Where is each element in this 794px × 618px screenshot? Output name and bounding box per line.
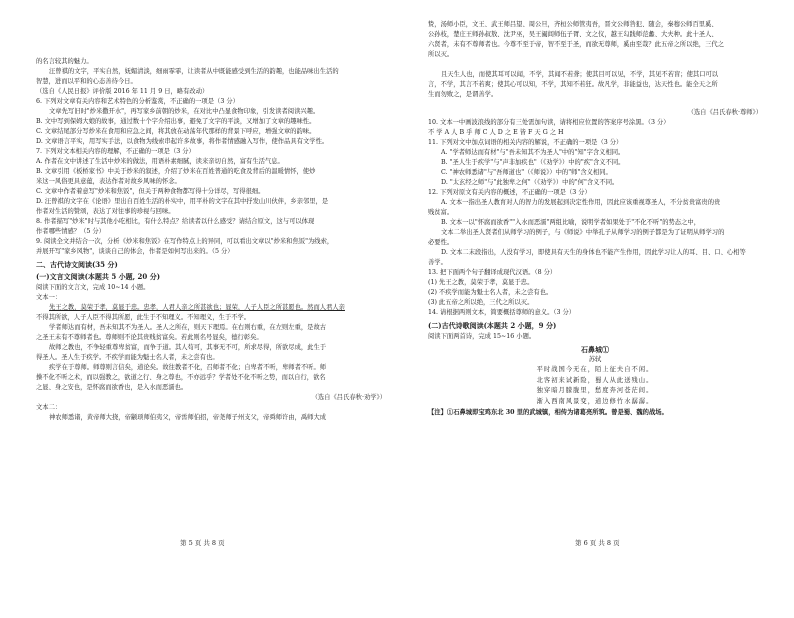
- translate-line: (3) 此五帝之所以绝，三代之所以灭。: [428, 299, 534, 306]
- option-line: B. "圣人生于疾学"与"声非加疾也"（《劝学》）中的"疾"含义不同。: [441, 159, 625, 166]
- classical-line: 之圣王未有不尊师者也。尊师则不论其贵贱贫富矣。若此则名号显矣，德行彰矣。: [36, 334, 263, 341]
- classical-line: 且天生人也，而使其耳可以闻，不学，其闻不若聋；使其目可以见，不学，其见不若盲；使其口可以: [441, 71, 719, 78]
- option-line: 必要性。: [428, 239, 454, 246]
- question-11: 11. 下列对文中加点词语的相关内容的解说，不正确的一项是（3 分）: [428, 139, 623, 146]
- classical-line: 言，不学，其言不若爽；使其心可以知，不学，其知不若狂。故凡学，非能益也，达天性也。能全天之所: [428, 81, 718, 88]
- left-page: [36, 0, 386, 618]
- option-line: B. 文本一以"怀腐而欲香""入水而恶濡"两组比喻，说明学者如果处于"不化不听"的势态之中，: [441, 219, 700, 226]
- translate-line: (2) 不疾学而能为魁士名人者，未之尝有也。: [428, 289, 553, 296]
- text-line: 的名言较其的魅力。: [36, 58, 93, 65]
- question-6: 6. 下列对文章有关内容和艺术特色的分析鉴赏，不正确的一项是（3 分）: [36, 98, 239, 105]
- section-heading: 二、古代诗文阅读(35 分): [36, 260, 118, 269]
- option-line: D. 汪曾祺的文字在《论语》里出自百姓生活的朴实中，用平朴的文字在其中抒发山川伙伴，乡亲邻里，是: [36, 198, 329, 205]
- classical-line: 疾学在于尊师。师尊则言信矣，道论矣。故往教者不化，召师者不化；自卑者不听，卑师者不听。师: [49, 364, 327, 371]
- page-number-left: 第 5 页 共 8 页: [180, 539, 225, 547]
- option-line: 文章先写旧时"炒米撒开水"，再写家乡前朝的炒米，在对比中凸显食物印象，引发读者阅读兴趣。: [49, 108, 320, 115]
- option-line: 善学。: [428, 259, 447, 266]
- translate-line: (1) 先王之教，莫荣于孝，莫显于忠。: [428, 279, 534, 286]
- text-label: 文本一：: [36, 294, 62, 301]
- question-7: 7. 下列对文本相关内容的理解，不正确的一项是（3 分）: [36, 148, 195, 155]
- text-label: 文本二：: [36, 404, 62, 411]
- option-line: C. 文章结尾部分写炒米在食用和应急之间，将其放在动荡年代那样的背景下呼应，增强文章的韵味。: [36, 128, 316, 135]
- question-13: 13. 把下面两个句子翻译成现代汉语。（8 分）: [428, 269, 557, 276]
- option-line: 米这一风俗更具意蕴，表达作者对故乡风味的怀念。: [36, 178, 181, 185]
- classical-line: 贽，汤师小臣，文王、武王师吕望、周公旦，齐桓公师管夷吾，晋文公师咎犯、随会，秦穆公师百里奚、: [428, 21, 718, 28]
- poem-line: 平时战国今无在，陌上征夫自不闲。: [536, 366, 654, 373]
- source-line: （选自《吕氏春秋·尊师》）: [687, 109, 762, 116]
- text-line: 智慧，进而以平和的心态善待今日。: [36, 78, 137, 85]
- source-line: （选自《人民日报》评价版 2016 年 11 月 9 日，略有改动）: [36, 88, 209, 95]
- subsection-heading: (二)古代诗歌阅读(本题共 2 小题，9 分): [428, 321, 557, 330]
- poem-note: 【注】①石鼻城即宝鸡东北 30 里的武城镇，相传为诸葛亮所筑。曾是蜀、魏的战场。: [428, 409, 668, 416]
- source-line: （选自《吕氏春秋·劝学》）: [311, 394, 386, 401]
- text-line: 汪曾祺的文字，平实自然，妩媚清淡，细雨霏霏，让读者从中既能感受到生活的韵趣，也能品味出生活的: [49, 68, 339, 75]
- option-line: 文本二举出圣人贤者们从师学习的例子，与《师说》中举孔子从师学习的例子都是为了证明从师学习的: [441, 229, 725, 236]
- classical-line: 生而勿败之，是谓善学。: [428, 91, 498, 98]
- subsection-heading: (一)文言文阅读(本题共 5 小题, 20 分): [36, 272, 161, 281]
- classical-line: 所以灭。: [428, 51, 454, 58]
- option-line: A. 作者在文中讲述了生活中炒米的做法，用语朴素细腻，读来亲切自然，富有生活气息。: [36, 158, 284, 165]
- classical-line: 操不化不听之术，而以强教之，欲道之行、身之尊也，不亦远乎？学者处不化不听之势，而以自行，欲名: [36, 374, 326, 381]
- poem-author: 苏轼: [588, 356, 602, 363]
- option-line: C. 文章中作者着意写"炒米和焦饭"，但关于两种食物都写得十分详尽，写得很细。: [36, 188, 265, 195]
- option-line: A. 文本一指出圣人教育对人的智力的发展起到决定性作用，因此应该重视尊圣人，不分贫贵富贵的贵: [441, 199, 721, 206]
- question-14: 14. 请根据两则文本，简要概括尊师的意义。（3 分）: [428, 309, 576, 316]
- classical-line: 学者师达而有材，吾未知其不为圣人。圣人之所在，则天下理焉。在右则右重，在左则左重，是故古: [49, 324, 327, 331]
- question-9-cont: 并展开写"家乡风物"，谈谈自己的体会，作者是如何写出来的。（5 分）: [36, 248, 234, 255]
- instruction: 阅读下面两首诗，完成 15~16 小题。: [428, 333, 536, 340]
- question-9: 9. 阅读全文并结合一次，分析《炒米和焦饭》在写作特点上的异同，可以看出文章以"炒米和焦饭"为线索，: [36, 238, 334, 245]
- poem-line: 北客初来试新险，蜀人从此送残山。: [536, 376, 654, 384]
- classical-line: 神农师悉诸，黄帝师大挠，帝颛顼师伯夷父，帝喾师伯招，帝尧师子州支父，帝舜师许由，禹师大成: [49, 414, 327, 421]
- option-line: B. 文中写到保姆大娘的故事，通过数十个字介绍出事，避免了文字的平淡，又增加了文章的趣味性。: [36, 118, 316, 125]
- poem-title: 石鼻城①: [581, 345, 609, 354]
- poem-line: 渐入西南风景变，道边修竹水潺潺。: [536, 397, 654, 405]
- question-8: 8. 作者描写"炒米"时与其他小吃相比，有什么特点？给读者以什么感受？请结合原文，这与可以体现: [36, 218, 315, 225]
- instruction: 阅读下面的文言文，完成 10~14 小题。: [36, 284, 150, 291]
- question-8-cont: 作者哪些情感？（5 分）: [36, 228, 105, 235]
- classical-line: 故师之教也，不争轻重尊卑贫富，而争于道。其人苟可，其事无不可，所求尽得，所欲尽成，此生于: [49, 344, 327, 351]
- question-10-options: 不 学 A 人 B 乎 师 C 人 D 之 E 皆 F 天 G 之 H: [428, 129, 564, 136]
- classical-line: 之显、身之安也，是怀腐而欲香也，是入水而恶濡也。: [36, 384, 188, 391]
- question-12: 12. 下列对原文有关内容的概述，不正确的一项是（3 分）: [428, 189, 591, 196]
- option-line: D. 文本二末段指出，人没有学习，即使具有天生的身体也不能产生作用，因此学习让人的耳、目、口、心相等: [441, 249, 746, 256]
- question-10: 10. 文本一中画波浪线的部分有三处需加句读，请将相应位置的答案序号涂黑。（3 分）: [428, 119, 670, 126]
- classical-line: 不得其所欲，人子人臣不得其所愿，此生于不知理义。不知理义，生于不学。: [36, 314, 251, 321]
- option-line: A. "学者师达而有材"与"吾未知其不为圣人"中的"知"字含义相同。: [441, 149, 625, 156]
- right-page: [428, 0, 762, 581]
- classical-line: 得圣人。圣人生于疾学。不疾学而能为魁士名人者，未之尝有也。: [36, 354, 219, 361]
- option-line: 作者对生活的赞颂，表达了对往事的珍视与回味。: [36, 208, 175, 215]
- option-line: B. 文章引用《板桥家书》中关于炒米的叙述，介绍了炒米在百姓普通的吃食及背后的温暖情怀，使炒: [36, 168, 316, 175]
- classical-line: 六贤者，未有不尊师者也。今尊不至于帝，智不至于圣，而欲无尊师，奚由至哉？此五帝之所以绝，三代之: [428, 41, 724, 48]
- option-line: C. "神农师悉诸"与"吾师道也"（《师说》）中的"师"含义相同。: [441, 169, 612, 176]
- option-line: 贱贫富。: [428, 209, 454, 216]
- classical-line: 先王之教，莫荣于孝，莫显于忠。忠孝，人君人亲之所甚欲也；显荣，人子人臣之所甚愿也。然而人君人亲: [49, 304, 345, 311]
- option-line: D. 文章语言平实，用写实手法，以食物为线索串起许多故事，将作者情感融入写作，使作品具有文学性。: [36, 138, 329, 145]
- classical-line: 公孙枝，楚庄王师孙叔敖、沈尹巫，吴王阖闾师伍子胥、文之仪，越王勾践师范蠡、大夫种。此十圣人、: [428, 31, 718, 38]
- option-line: D. "太玄经之师"与"此独卑之何"（《劝学》）中的"何"含义不同。: [441, 179, 619, 186]
- page-number-right: 第 6 页 共 8 页: [575, 539, 620, 547]
- poem-line: 独穿暗月朦胧里，愁度奔河苍茫间。: [536, 387, 654, 394]
